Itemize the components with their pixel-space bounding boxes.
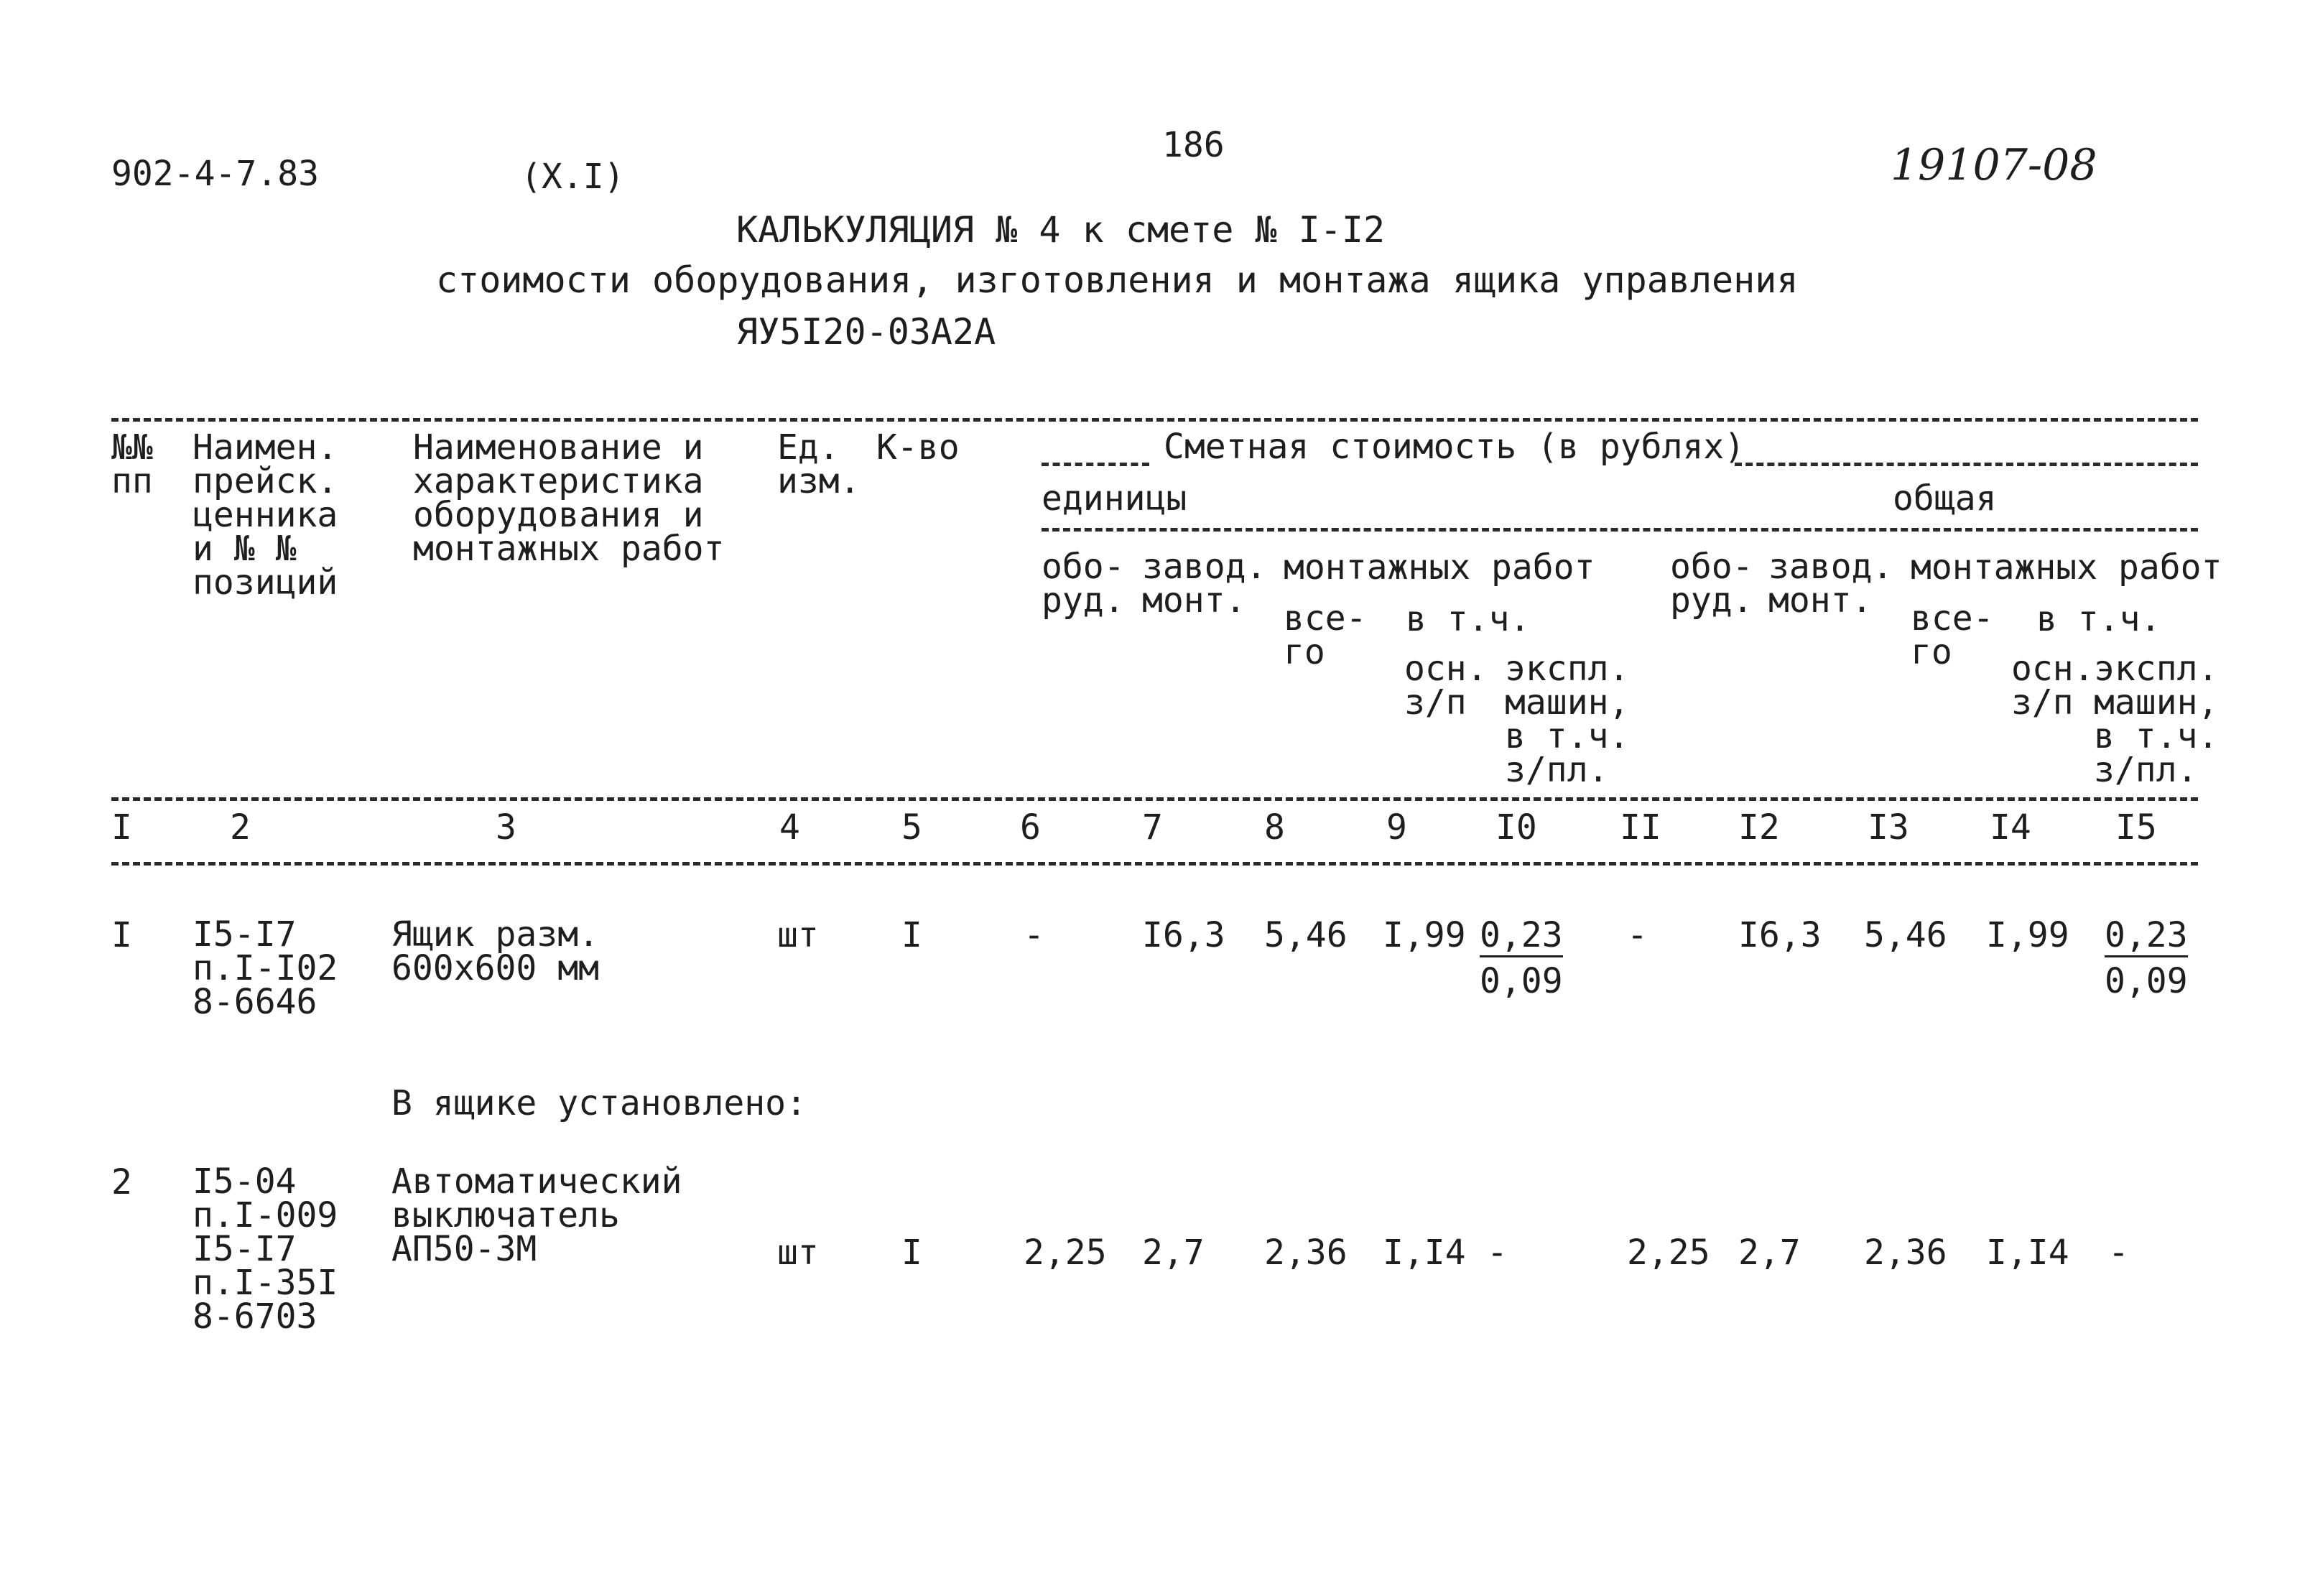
column-number: 6 [1020,807,1041,848]
row-unit-equipment: - [1024,915,1044,955]
group-rule-left [1042,463,1149,466]
column-number: I [111,807,132,848]
row-unit-equipment: 2,25 [1024,1233,1107,1273]
column-number: I3 [1868,807,1909,848]
section-note: В ящике установлено: [391,1083,807,1123]
column-number: I5 [2115,807,2157,848]
machines-value: 0,23 [1480,915,1563,957]
row-total-factory: 2,7 [1738,1233,1801,1273]
column-number: 7 [1142,807,1163,848]
col-header-total-total: все- го [1911,598,1994,672]
row-quantity: I [901,915,922,955]
calculation-title: КАЛЬКУЛЯЦИЯ № 4 к смете № I-I2 [736,209,1386,251]
row-total-equipment: - [1627,915,1648,955]
col-header-number: №№ пп [111,427,153,501]
subheader-rule [1042,528,2198,532]
col-header-unit: Ед. изм. [777,427,861,501]
row-total-total: 2,36 [1864,1233,1947,1273]
group-rule-right [1735,463,2198,466]
row-total-machines: - [2108,1233,2129,1273]
row-total-machines [2105,915,2188,955]
header-bottom-rule [111,797,2198,801]
col-header-unit-equipment: обо- руд. [1042,547,1125,621]
row-name: Ящик разм. 600х600 мм [391,914,599,988]
col-group-unit-label: единицы [1042,478,1187,519]
col-header-total-machines: экспл. машин, в т.ч. з/пл. [2094,649,2219,790]
col-header-total-incl: в т.ч. [2036,599,2161,639]
stamp-number: 19107-08 [1891,140,2097,190]
numbers-bottom-rule [111,862,2198,866]
column-number: I0 [1495,807,1537,848]
col-group-estimate-title: Сметная стоимость (в рублях) [1164,427,1745,467]
row-unit-total: 5,46 [1264,915,1348,955]
row-unit-base-wage: I,I4 [1383,1233,1466,1273]
col-header-name: Наименование и характеристика оборудования и монтажных работ [413,427,725,569]
row-unit-base-wage: I,99 [1383,915,1466,955]
row-number: I [111,915,132,955]
column-number: I2 [1738,807,1780,848]
col-header-unit-base-wage: осн. з/п [1404,649,1488,723]
col-header-total-install: монтажных работ [1911,547,2222,588]
row-quantity: I [901,1233,922,1273]
table-top-rule [111,418,2198,422]
col-header-total-equipment: обо- руд. [1670,547,1753,621]
row-total-total: 5,46 [1864,915,1947,955]
column-number: 2 [230,807,251,848]
row-unit-total: 2,36 [1264,1233,1348,1273]
document-code: 902-4-7.83 [111,154,319,194]
row-number: 2 [111,1162,132,1202]
column-number: 8 [1264,807,1285,848]
col-header-unit-total: все- го [1284,598,1367,672]
column-number: 3 [496,807,516,848]
row-total-equipment: 2,25 [1627,1233,1710,1273]
col-header-total-base-wage: осн. з/п [2011,649,2095,723]
machines-value: 0,23 [2105,915,2188,957]
col-header-unit-incl: в т.ч. [1406,599,1531,639]
box-model: ЯУ5I20-03А2А [736,311,996,353]
row-unit-machines-wage: 0,09 [1480,961,1563,1001]
column-number: II [1620,807,1661,848]
column-number: 9 [1386,807,1407,848]
col-header-quantity: К-во [876,427,960,468]
col-header-unit-machines: экспл. машин, в т.ч. з/пл. [1505,649,1630,790]
row-total-factory: I6,3 [1738,915,1822,955]
row-total-base-wage: I,99 [1986,915,2069,955]
row-total-machines-wage: 0,09 [2105,961,2188,1001]
column-number: 4 [779,807,800,848]
row-unit-factory: I6,3 [1142,915,1225,955]
row-unit-machines [1480,915,1563,955]
calculation-subtitle: стоимости оборудования, изготовления и монтажа ящика управления [436,259,1799,301]
row-unit-machines: - [1487,1233,1508,1273]
row-price-ref: I5-I7 п.I-I02 8-6646 [193,914,338,1022]
col-header-price-ref: Наимен. прейск. ценника и № № позиций [193,427,338,603]
col-header-unit-factory: завод. монт. [1142,547,1267,621]
section-number: (X.I) [521,157,625,197]
col-header-total-factory: завод. монт. [1768,547,1893,621]
page-number: 186 [1162,125,1225,165]
row-unit: шт [777,915,819,955]
column-number: I4 [1990,807,2031,848]
row-unit-factory: 2,7 [1142,1233,1205,1273]
row-name: Автоматический выключатель АП50-3М [391,1161,682,1269]
row-unit: шт [777,1233,819,1273]
row-price-ref: I5-04 п.I-009 I5-I7 п.I-35I 8-6703 [193,1161,338,1337]
column-number: 5 [901,807,922,848]
col-header-unit-install: монтажных работ [1284,547,1595,588]
col-group-total-label: общая [1893,478,1997,519]
row-total-base-wage: I,I4 [1986,1233,2069,1273]
